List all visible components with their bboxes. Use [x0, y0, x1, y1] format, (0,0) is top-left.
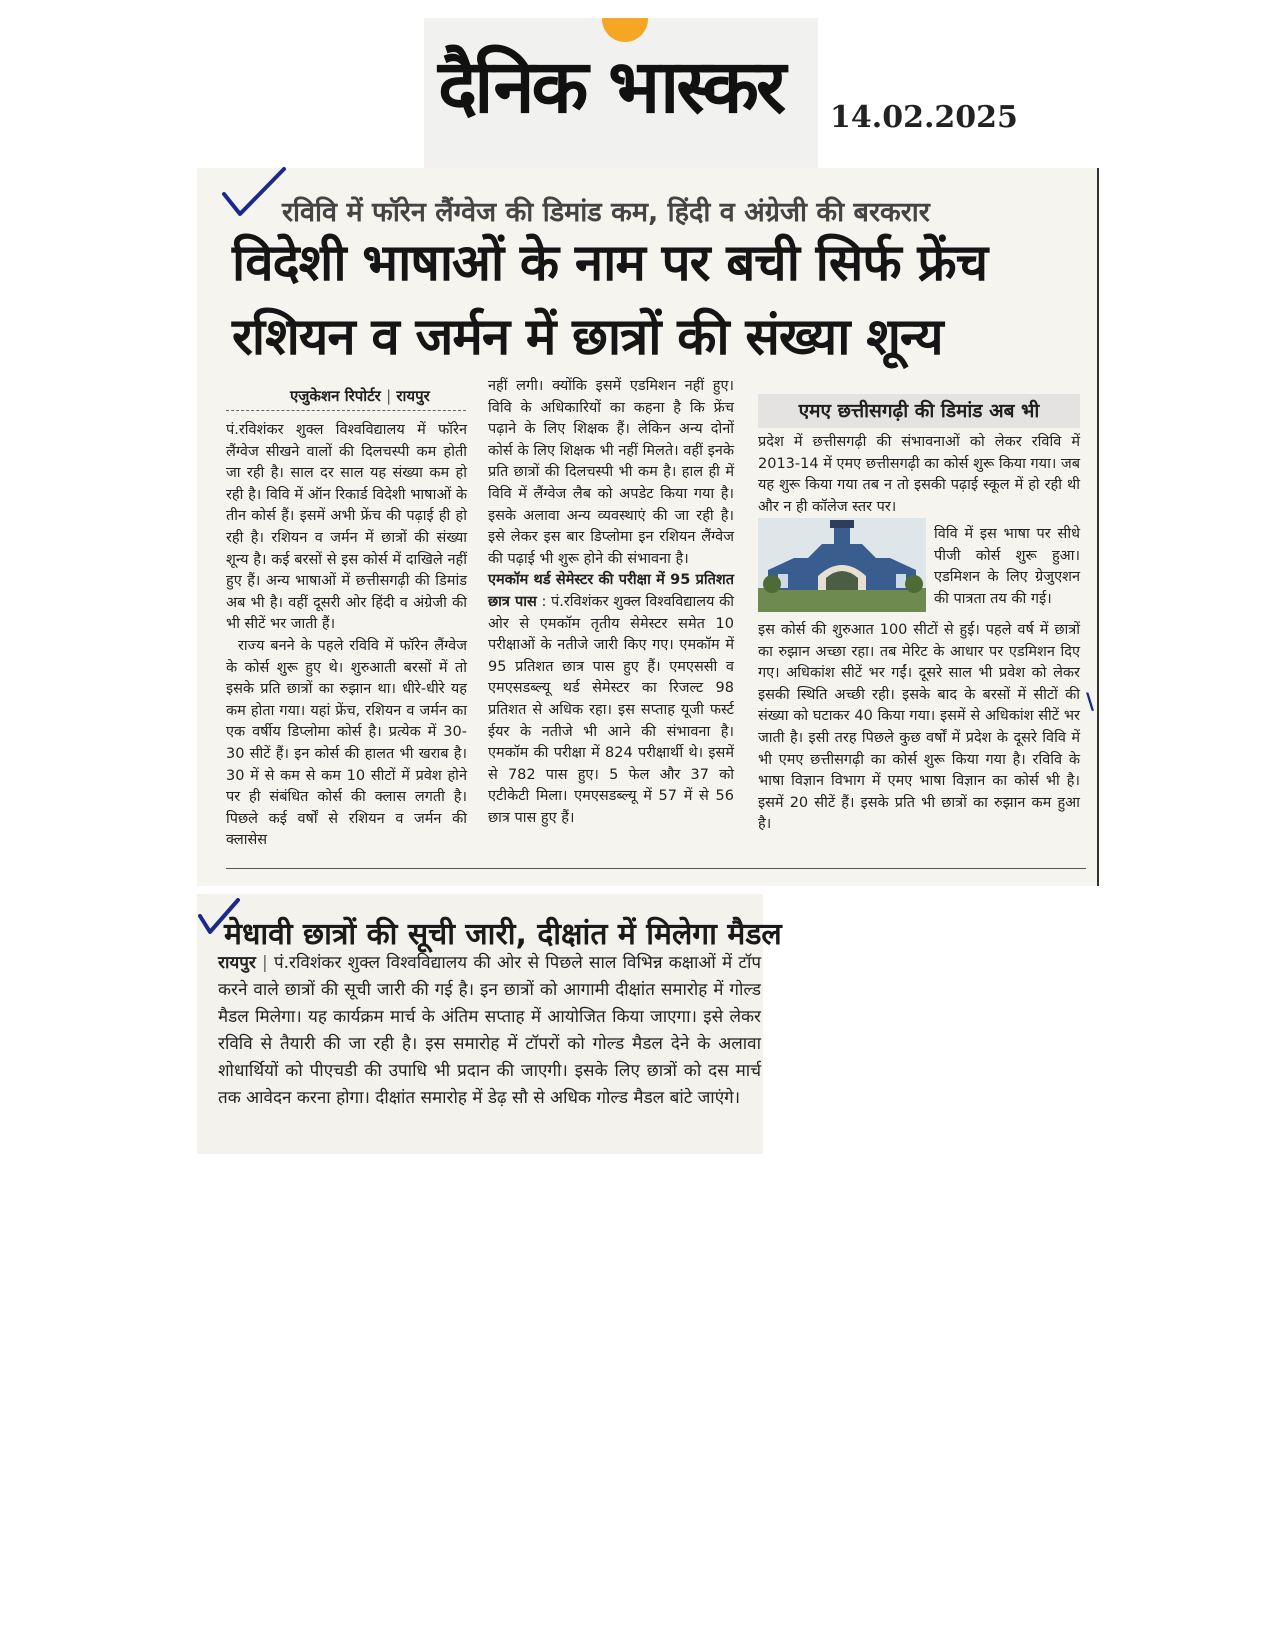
- headline-line-2: रशियन व जर्मन में छात्रों की संख्या शून्य: [232, 308, 943, 367]
- article-column-2: नहीं लगी। क्योंकि इसमें एडमिशन नहीं हुए। विवि के अधिकारियों का कहना है कि फ्रेंच पढ़ाने के लिए शिक्षक हैं। लेकिन अन्य दोनों कोर्स के लिए शिक्षक भी नहीं मिलते। वहीं इनके प्रति छात्रों की दिलचस्पी भी कम है। हाल ही में विवि में लैंग्वेज लैब को अपडेट किया गया है। इसके अलावा अन्य व्यवस्थाएं की जा रही है। इसे लेकर इस बार डिप्लोमा इन रशियन लैंग्वेज की पढ़ाई भी शुरू होने की संभावना है। एमकॉम थर्ड सेमेस्टर की परीक्षा में 95 प्रतिशत छात्र पास : पं.रविशंकर शुक्ल विश्वविद्यालय की ओर से एमकॉम तृतीय सेमेस्टर समेत 10 परीक्षाओं के नतीजे जारी किए गए। एमकॉम में 95 प्रतिशत छात्र पास हुए हैं। एमएससी व एमएसडब्ल्यू थर्ड सेमेस्टर का रिजल्ट 98 प्रतिशत से अधिक रहा। इस सप्ताह यूजी फर्स्ट ईयर के नतीजे भी आने की संभावना है। एमकॉम की परीक्षा में 824 परीक्षार्थी थे। इसमें से 782 पास हुए। 5 फेल और 37 को एटीकेटी मिला। एमएसडब्ल्यू में 57 में से 56 छात्र पास हुए हैं।: [488, 378, 735, 826]
- paragraph: प्रदेश में छत्तीसगढ़ी की संभावनाओं को लेकर रविवि में 2013-14 में एमए छत्तीसगढ़ी का कोर्स शुरू किया गया। जब यह शुरू किया गया तब न तो इसकी पढ़ाई स्कूल में हो रही थी और न ही कॉलेज स्तर पर।: [758, 434, 1080, 515]
- paragraph: पं.रविशंकर शुक्ल विश्वविद्यालय की ओर से एमकॉम तृतीय सेमेस्टर समेत 10 परीक्षाओं के नतीजे जारी किए गए। एमकॉम में 95 प्रतिशत छात्र पास हुए हैं। एमएससी व एमएसडब्ल्यू थर्ड सेमेस्टर का रिजल्ट 98 प्रतिशत से अधिक रहा। इस सप्ताह यूजी फर्स्ट ईयर के नतीजे भी आने की संभावना है। एमकॉम की परीक्षा में 824 परीक्षार्थी थे। इसमें से 782 पास हुए। 5 फेल और 37 को एटीकेटी मिला। एमएसडब्ल्यू में 57 में से 56 छात्र पास हुए हैं।: [488, 593, 735, 826]
- side-box-body: [758, 620, 1080, 836]
- masthead-logo: [424, 18, 818, 168]
- story2-headline: मेधावी छात्रों की सूची जारी, दीक्षांत में मिलेगा मैडल: [224, 917, 782, 952]
- side-box-intro: [758, 432, 1080, 518]
- story2-place: रायपुर: [218, 953, 256, 973]
- paragraph: पं.रविशंकर शुक्ल विश्वविद्यालय में फॉरेन लैंग्वेज सीखने वालों की दिलचस्पी कम होती जा रही है। साल दर साल यह संख्या कम हो रही है। विवि में ऑन रिकार्ड विदेशी भाषाओं के तीन कोर्स हैं। इसमें अभी फ्रेंच की पढ़ाई ही हो रही है। रशियन व जर्मन में छात्रों की संख्या शून्य है। कई बरसों से इस कोर्स में दाखिले नहीं हुए हैं। अन्य भाषाओं में छत्तीसगढ़ी की डिमांड अब भी है। वहीं दूसरी ओर हिंदी व अंग्रेजी की भी सीटें भर जाती हैं।: [226, 422, 467, 633]
- clipping-edge: [1097, 168, 1099, 886]
- building-illustration: [758, 518, 926, 612]
- paragraph: नहीं लगी। क्योंकि इसमें एडमिशन नहीं हुए। विवि के अधिकारियों का कहना है कि फ्रेंच पढ़ाने के लिए शिक्षक हैं। लेकिन अन्य दोनों कोर्स के लिए शिक्षक भी नहीं मिलते। वहीं इनके प्रति छात्रों की दिलचस्पी भी कम है। हाल ही में विवि में लैंग्वेज लैब को अपडेट किया गया है। इसके अलावा अन्य व्यवस्थाएं की जा रही है। इसे लेकर इस बार डिप्लोमा इन रशियन लैंग्वेज की पढ़ाई भी शुरू होने की संभावना है।: [488, 378, 734, 567]
- byline: [290, 386, 430, 406]
- paragraph: राज्य बनने के पहले रविवि में फॉरेन लैंग्वेज के कोर्स शुरू हुए थे। शुरुआती बरसों में तो इसके प्रति छात्रों का रुझान था। धीरे-धीरे यह कम होता गया। यहां फ्रेंच, रशियन व जर्मन का एक वर्षीय डिप्लोमा कोर्स है। प्रत्येक में 30-30 सीटें हैं। इन कोर्स की हालत भी खराब है। 30 में से कम से कम 10 सीटों में प्रवेश होने पर ही संबंधित कोर्स की क्लास लगती है। पिछले कई वर्षों से रशियन व जर्मन की क्लासेस: [226, 637, 467, 849]
- article-column-1: [226, 420, 467, 852]
- story2-body: [218, 950, 761, 1112]
- clipping-bottom-rule: [226, 868, 1086, 869]
- newspaper-logo: दैनिक भास्कर: [438, 44, 784, 130]
- university-building-photo: [758, 518, 926, 612]
- paragraph: विवि में इस भाषा पर सीधे पीजी कोर्स शुरू हुआ। एडमिशन के लिए ग्रेजुएशन की पात्रता तय की गई।: [934, 526, 1080, 607]
- publication-date: 14.02.2025: [830, 100, 1018, 135]
- byline-reporter: एजुकेशन रिपोर्टर: [290, 387, 381, 405]
- story2-separator: |: [262, 953, 268, 973]
- side-box-heading: एमए छत्तीसगढ़ी की डिमांड अब भी: [758, 394, 1080, 428]
- byline-separator: |: [386, 387, 392, 405]
- story-kicker: रविवि में फॉरेन लैंग्वेज की डिमांड कम, हिंदी व अंग्रेजी की बरकरार: [282, 197, 930, 228]
- paragraph: पं.रविशंकर शुक्ल विश्वविद्यालय की ओर से पिछले साल विभिन्न कक्षाओं में टॉप करने वाले छात्रों की सूची जारी की गई है। इन छात्रों को आगामी दीक्षांत समारोह में गोल्ड मैडल मिलेगा। यह कार्यक्रम मार्च के अंतिम सप्ताह में आयोजित किया जाएगा। इसे लेकर रविवि से तैयारी की जा रही है। इस समारोह में टॉपरों को गोल्ड मैडल देने के अलावा शोधार्थियों को पीएचडी की उपाधि भी प्रदान की जाएगी। इसके लिए छात्रों को दस मार्च तक आवेदन करना होगा। दीक्षांत समारोह में डेढ़ सौ से अधिक गोल्ड मैडल बांटे जाएंगे।: [218, 953, 761, 1108]
- side-box-wrap-text: [934, 524, 1080, 610]
- paragraph: इस कोर्स की शुरुआत 100 सीटों से हुई। पहले वर्ष में छात्रों का रुझान अच्छा रहा। तब मेरिट के आधार पर एडमिशन दिए गए। अधिकांश सीटें भर गईं। दूसरे साल भी प्रवेश को लेकर इसकी स्थिति अच्छी रही। इसके बाद के बरसों में सीटों की संख्या को घटाकर 40 किया गया। इसमें से अधिकांश सीटें भर जाती है। इसी तरह पिछले कुछ वर्षों में प्रदेश के दूसरे विवि में भी एमए छत्तीसगढ़ी का कोर्स शुरू किया गया है। रविवि के भाषा विज्ञान विभाग में एमए भाषा विज्ञान का कोर्स भी है। इसमें 20 सीटें हैं। इसके प्रति भी छात्रों का रुझान कम हुआ है।: [758, 622, 1080, 833]
- subheading: एमकॉम थर्ड सेमेस्टर की परीक्षा में 95 प्रतिशत छात्र पास: [488, 572, 734, 610]
- headline-line-1: विदेशी भाषाओं के नाम पर बची सिर्फ फ्रेंच: [232, 234, 988, 293]
- pen-mark-icon: \: [1086, 690, 1095, 715]
- checkmark-icon: [222, 166, 288, 220]
- byline-place: रायपुर: [396, 387, 430, 405]
- sun-icon: [602, 18, 648, 42]
- byline-rule: [226, 410, 466, 411]
